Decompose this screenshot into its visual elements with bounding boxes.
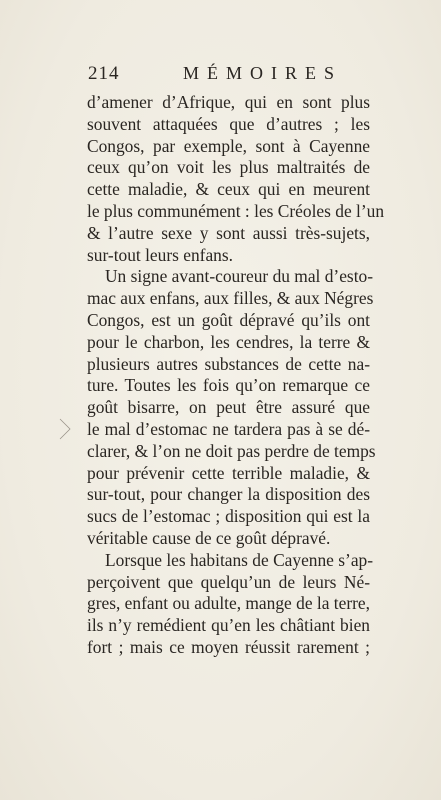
page-header [88, 63, 388, 89]
text-line: fort ; mais ce moyen réussit rarement ; [87, 636, 370, 657]
text-line: le mal d’estomac ne tardera pas à se dé- [87, 418, 370, 439]
text-line: d’amener d’Afrique, qui en sont plus [87, 92, 370, 112]
text-line: Congos, est un goût dépravé qu’ils ont [87, 309, 370, 330]
text-line: plusieurs autres substances de cette na- [87, 353, 370, 374]
paragraph-start-line: Un signe avant-coureur du mal d’esto- [105, 266, 374, 287]
text-line: Congos, par exemple, sont à Cayenne [87, 135, 370, 156]
text-line: mac aux enfans, aux filles, & aux Négres [87, 288, 374, 309]
text-line: sur-tout leurs enfans. [87, 244, 233, 265]
text-line: véritable cause de ce goût dépravé. [87, 527, 331, 548]
text-line: cette maladie, & ceux qui en meurent [87, 179, 370, 200]
text-line: clarer, & l’on ne doit pas perdre de temps [87, 440, 376, 461]
running-head: MÉMOIRES [183, 63, 343, 83]
text-line: gres, enfant ou adulte, mange de la terre, [87, 593, 370, 614]
text-line: souvent attaquées que d’autres ; les [87, 113, 370, 134]
text-line: goût bisarre, on peut être assuré que [87, 397, 370, 418]
text-line: le plus communément : les Créoles de l’un [87, 200, 385, 221]
text-line: pour prévenir cette terrible maladie, & [87, 462, 370, 483]
text-line: sucs de l’estomac ; disposition qui est la [87, 506, 370, 527]
page-number: 214 [88, 63, 120, 84]
text-line: ils n’y remédient qu’en les châtiant bien [87, 615, 370, 636]
text-line: & l’autre sexe y sont aussi très-sujets, [87, 222, 370, 243]
margin-bracket-mark [58, 418, 72, 440]
text-line: sur-tout, pour changer la disposition des [87, 484, 370, 505]
body-text [87, 92, 385, 659]
text-line: ceux qu’on voit les plus maltraités de [87, 157, 370, 178]
paragraph-start-line: Lorsque les habitans de Cayenne s’ap- [105, 549, 374, 570]
text-line: pour le charbon, les cendres, la terre & [87, 331, 370, 352]
text-line: perçoivent que quelqu’un de leurs Né- [87, 571, 370, 592]
text-line: ture. Toutes les fois qu’on remarque ce [87, 375, 370, 396]
